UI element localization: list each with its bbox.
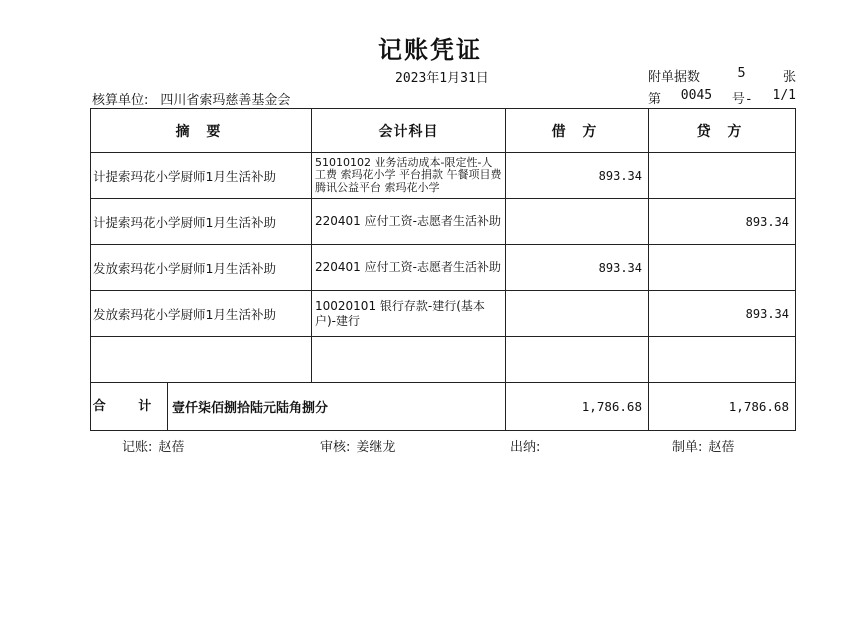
entry-summary: 发放索玛花小学厨师1月生活补助: [91, 245, 312, 291]
bookkeeper-signature: [122, 436, 184, 455]
entry-account: 10020101 银行存款-建行(基本户)-建行: [312, 291, 506, 337]
table-row: [91, 245, 796, 291]
empty-cell: [312, 337, 506, 383]
entry-debit: 893.34: [506, 153, 649, 199]
total-credit: 1,786.68: [649, 383, 796, 431]
voucher-number-suffix: 号-: [731, 92, 753, 107]
table-row: [91, 291, 796, 337]
entry-account: 51010102 业务活动成本-限定性-人工费 索玛花小学 平台捐款 午餐项目费 腾讯公益平台 索玛花小学: [312, 153, 506, 199]
attachment-count: [648, 66, 796, 85]
column-header-account: 会计科目: [312, 109, 506, 153]
empty-cell: [506, 337, 649, 383]
entry-debit: [506, 199, 649, 245]
table-header-row: [91, 109, 796, 153]
entry-debit: 893.34: [506, 245, 649, 291]
entry-account: 220401 应付工资-志愿者生活补助: [312, 245, 506, 291]
entry-summary: 发放索玛花小学厨师1月生活补助: [91, 291, 312, 337]
voucher-number-prefix: 第: [648, 92, 662, 107]
accounting-unit: [92, 89, 290, 108]
preparer-label: 制单:: [672, 440, 703, 455]
voucher-page: 1/1: [772, 88, 796, 103]
total-debit: 1,786.68: [506, 383, 649, 431]
cashier-label: 出纳:: [510, 440, 541, 455]
attachment-unit: 张: [782, 70, 796, 85]
table-row: [91, 199, 796, 245]
column-header-debit: 借 方: [506, 109, 649, 153]
entry-credit: [649, 153, 796, 199]
accounting-unit-label: 核算单位:: [92, 93, 149, 108]
table-row: [91, 153, 796, 199]
total-cell: [91, 383, 506, 431]
entry-credit: 893.34: [649, 199, 796, 245]
cashier-signature: [510, 436, 546, 455]
auditor-label: 审核:: [320, 440, 351, 455]
empty-cell: [649, 337, 796, 383]
auditor-signature: [320, 436, 395, 455]
total-label: 合 计: [91, 383, 168, 430]
entry-summary: 计提索玛花小学厨师1月生活补助: [91, 199, 312, 245]
entry-credit: 893.34: [649, 291, 796, 337]
bookkeeper-label: 记账:: [122, 440, 153, 455]
attachment-number: 5: [737, 66, 746, 81]
auditor-name: 姜继龙: [356, 440, 396, 455]
bookkeeper-name: 赵蓓: [158, 440, 185, 455]
column-header-summary: 摘 要: [91, 109, 312, 153]
voucher-number-value: 0045: [680, 88, 713, 103]
accounting-unit-name: 四川省索玛慈善基金会: [160, 93, 291, 108]
entry-debit: [506, 291, 649, 337]
attachment-label: 附单据数: [648, 70, 701, 85]
voucher-date: 2023年1月31日: [395, 71, 489, 86]
empty-cell: [91, 337, 312, 383]
table-row-empty: [91, 337, 796, 383]
entry-credit: [649, 245, 796, 291]
total-amount-in-words: 壹仟柒佰捌拾陆元陆角捌分: [172, 401, 329, 416]
preparer-signature: [672, 436, 734, 455]
voucher-title: 记账凭证: [378, 36, 482, 64]
entry-summary: 计提索玛花小学厨师1月生活补助: [91, 153, 312, 199]
total-row: [91, 383, 796, 431]
voucher-table: [90, 108, 796, 431]
voucher-number: [648, 88, 796, 107]
preparer-name: 赵蓓: [708, 440, 735, 455]
entry-account: 220401 应付工资-志愿者生活补助: [312, 199, 506, 245]
column-header-credit: 贷 方: [649, 109, 796, 153]
